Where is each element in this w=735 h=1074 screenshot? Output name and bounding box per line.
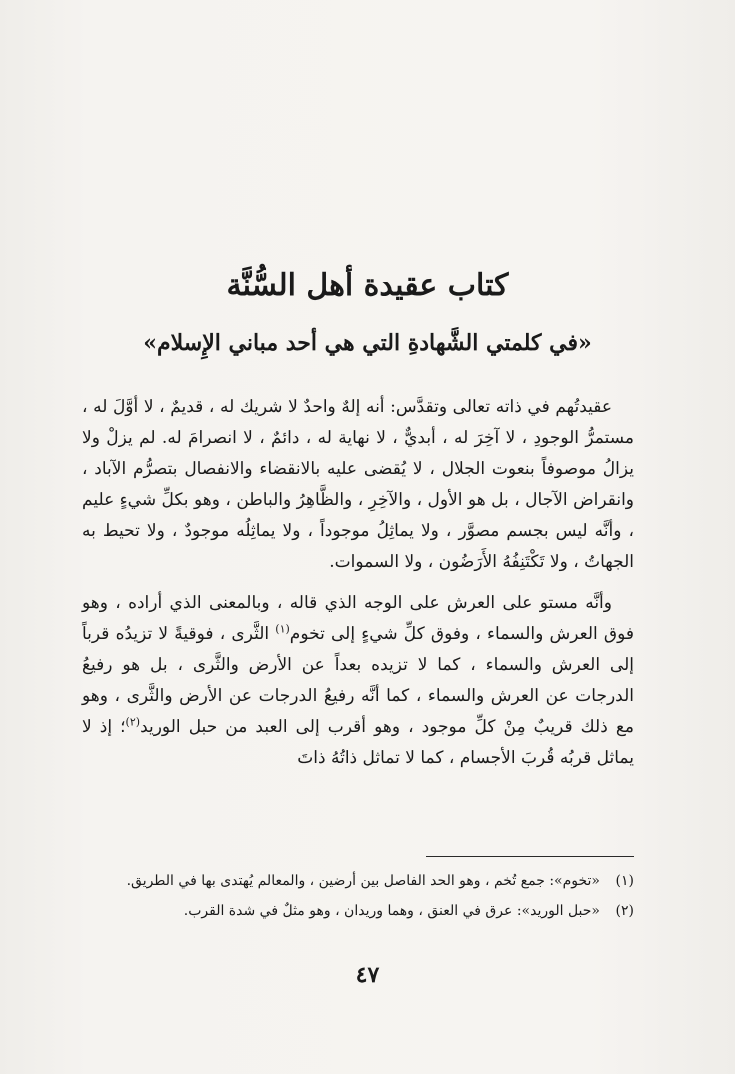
- paragraph-2-part-c: ؛ إذ لا يماثل قربُه قُربَ الأجسام ، كما لا تماثل ذاتُهُ ذاتَ: [82, 717, 634, 768]
- footnote-2: [92, 898, 634, 924]
- footnotes: [92, 868, 634, 928]
- paragraph-1: عقيدتُهم في ذاته تعالى وتقدَّس: أنه إلهٌ واحدٌ لا شريك له ، قديمٌ ، لا أوَّلَ له ، مستمرُّ الوجودِ ، لا آخِرَ له ، أبديٌّ ، لا نهاية له ، دائمٌ ، لا انصرامَ له. لم يزلْ ولا يزالُ موصوفاً بنعوت الجلال ، لا يُقضى عليه بالانقضاء والانفصال بتصرُّم الآباد ، وانقراض الآجال ، بل هو الأول ، والآخِرِ ، والظَّاهِرُ والباطن ، وهو بكلِّ شيءٍ عليم ، وأنَّه ليس بجسم مصوَّر ، ولا يماثِلُ موجوداً ، ولا يماثِلُه موجودٌ ، ولا تحيط به الجهاتُ ، ولا تَكْتَنِفُهُ الأَرَضُون ، ولا السموات.: [82, 397, 634, 572]
- footnote-text: «حبل الوريد»: عرق في العنق ، وهما وريدان ، وهو مثلٌ في شدة القرب.: [183, 903, 600, 919]
- paragraph-2: [82, 588, 634, 774]
- footnote-ref-2[interactable]: (٢): [125, 715, 141, 729]
- footnote-text: «تخوم»: جمع تُخم ، وهو الحد الفاصل بين أرضين ، والمعالم يُهتدى بها في الطريق.: [126, 873, 600, 889]
- footnote-ref-1[interactable]: (١): [275, 622, 290, 636]
- chapter-subtitle: «في كلمتي الشَّهادةِ التي هي أحد مباني الإِسلام»: [143, 330, 592, 357]
- body-text: [82, 392, 634, 784]
- paragraph-2-part-b: الثَّرى ، فوقيةً لا تزيدُه قرباً إلى العرش والسماء ، كما لا تزيده بعداً عن الأرض والثَّرى ، بل هو رفيعُ الدرجات عن العرش والسماء ، كما أنَّه رفيعُ الدرجات عن الأرض والثَّرى ، وهو مع ذلك قريبٌ مِنْ كلِّ موجود ، وهو أقرب إلى العبد من حبل الوريد: [82, 624, 634, 737]
- footnote-number: (١): [615, 873, 634, 889]
- footnote-1: [92, 868, 634, 894]
- footnote-divider: [426, 856, 634, 857]
- footnote-number: (٢): [615, 903, 634, 919]
- chapter-title: كتاب عقيدة أهل السُّنَّة: [226, 268, 509, 304]
- paragraph-2-part-a: وأنَّه مستو على العرش على الوجه الذي قاله ، وبالمعنى الذي أراده ، وهو فوق العرش والسماء ، وفوق كلِّ شيءٍ إلى تخوم: [82, 593, 634, 644]
- page-number: ٤٧: [355, 962, 380, 988]
